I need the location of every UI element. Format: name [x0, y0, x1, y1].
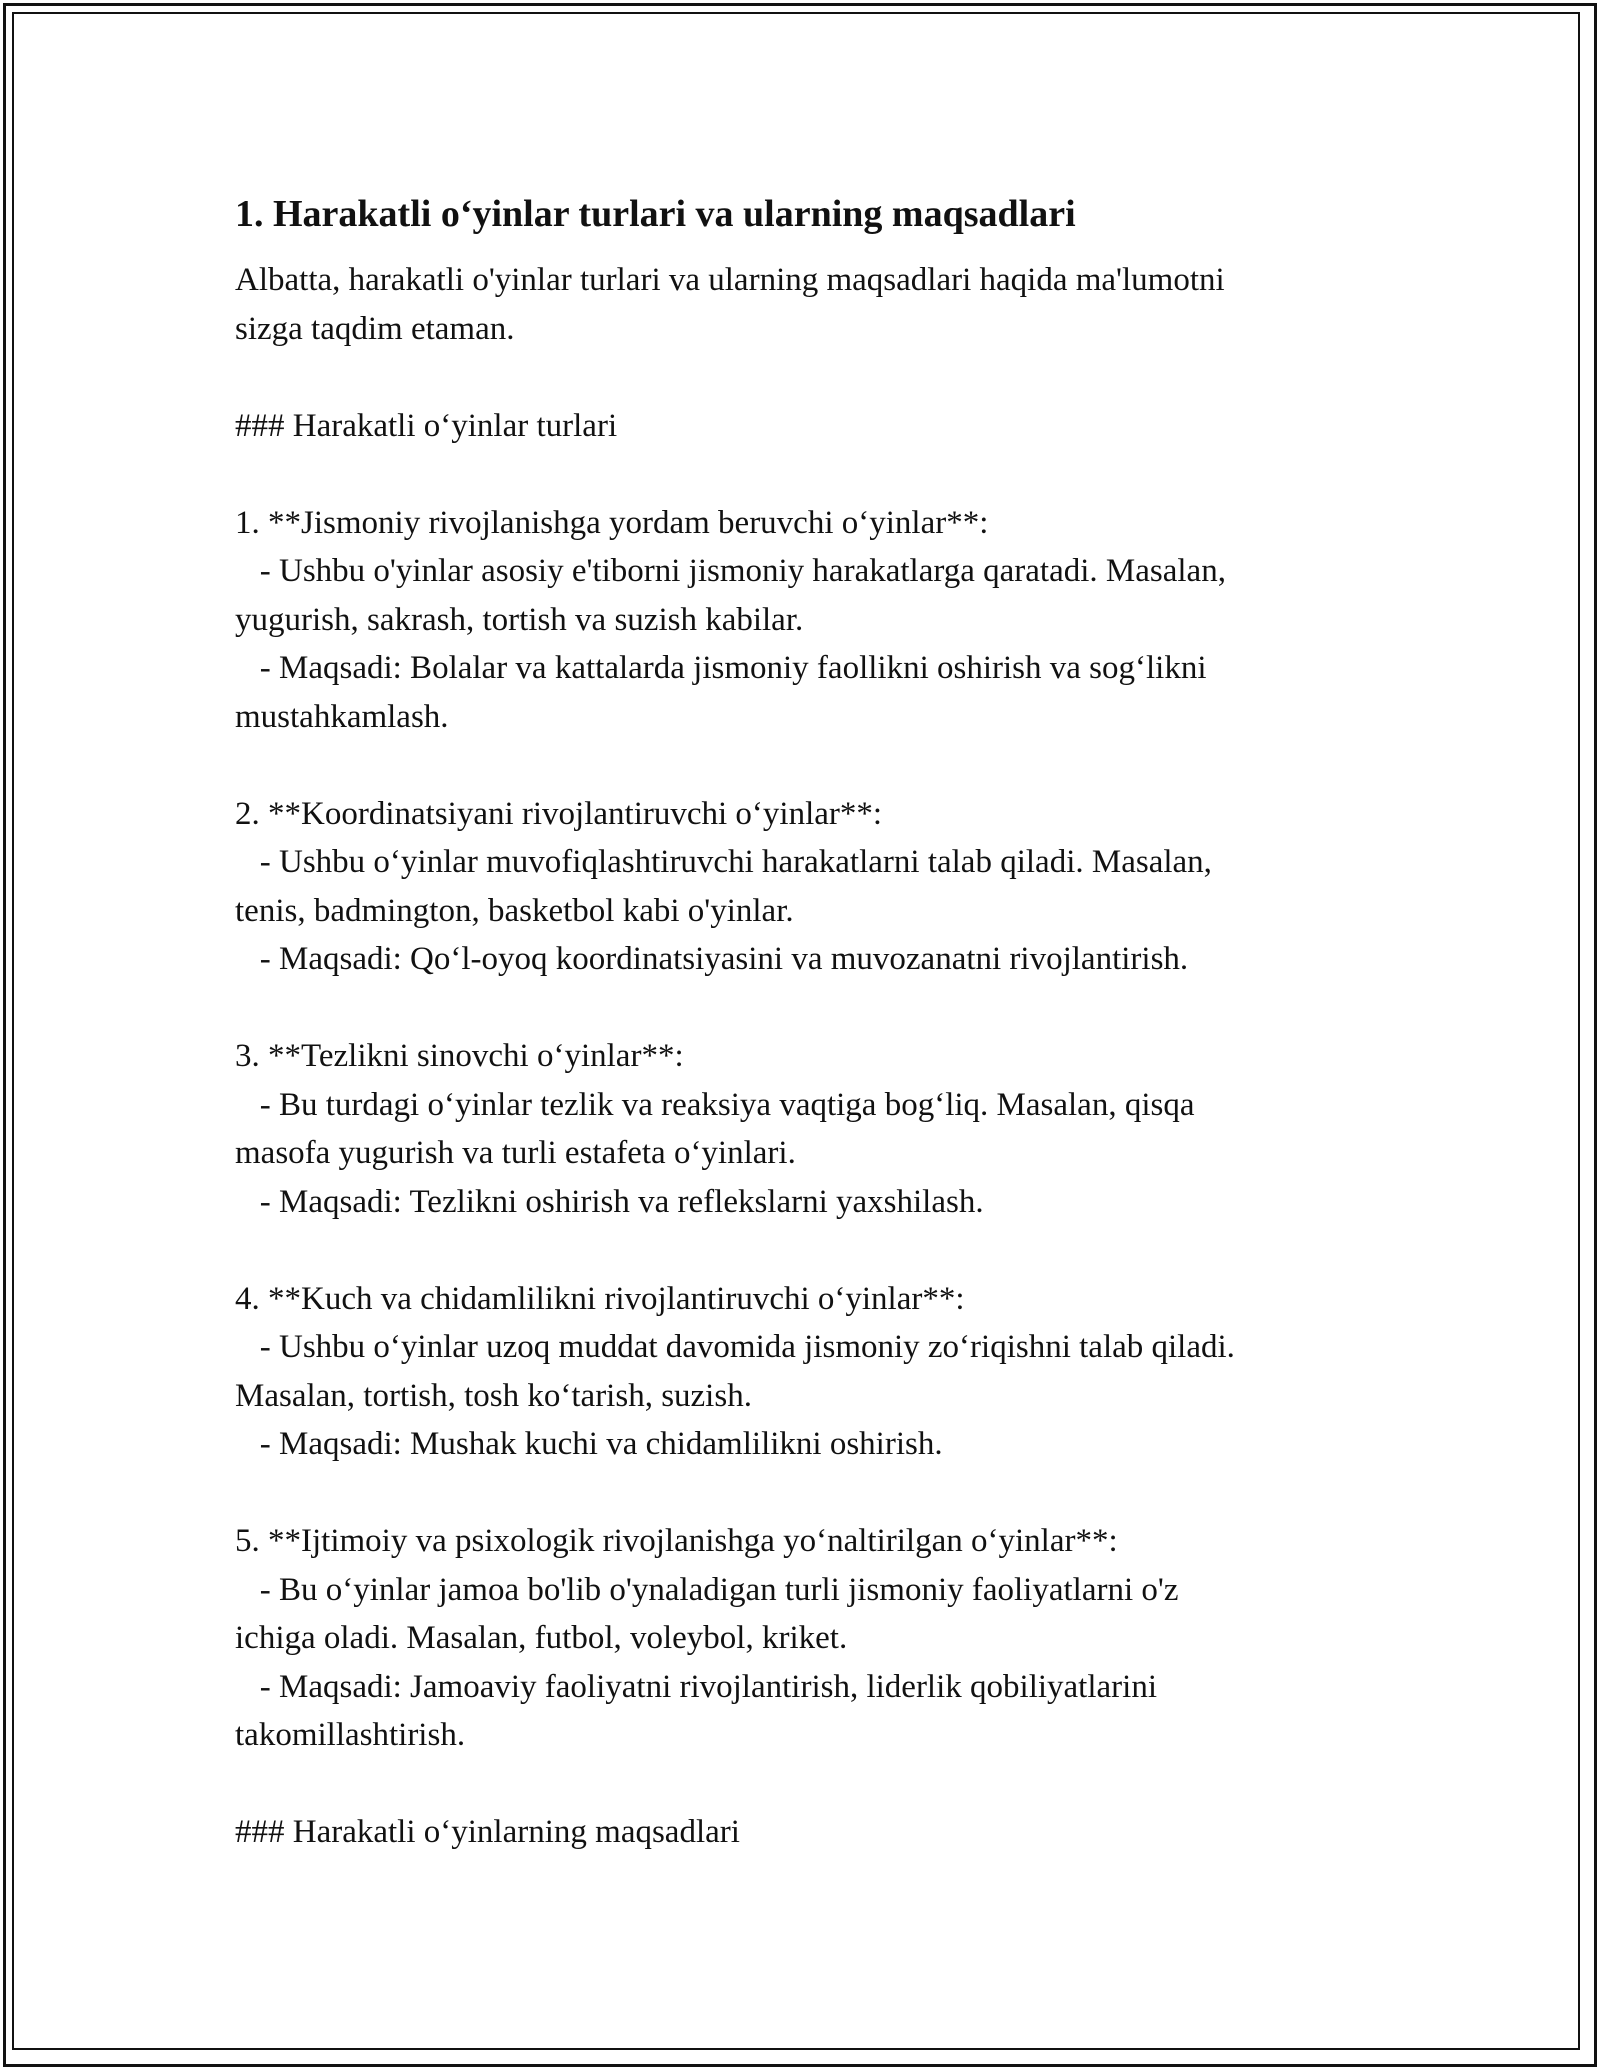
list-item-heading: 2. **Koordinatsiyani rivojlantiruvchi o‘yinlar**: — [235, 795, 883, 832]
list-item-5 — [235, 1517, 1375, 1760]
list-item-2 — [235, 790, 1375, 984]
list-item-4 — [235, 1275, 1375, 1469]
list-item-line: - Maqsadi: Mushak kuchi va chidamlilikni oshirish. — [235, 1426, 943, 1462]
list-item-line: - Bu o‘yinlar jamoa bo'lib o'ynaladigan turli jismoniy faoliyatlarni o'z — [235, 1571, 1179, 1608]
section-heading-types: ### Harakatli o‘yinlar turlari — [235, 407, 618, 444]
list-item-line: tenis, badmington, basketbol kabi o'yinlar. — [235, 892, 794, 929]
section-heading-goals: ### Harakatli o‘yinlarning maqsadlari — [235, 1814, 740, 1850]
list-item-line: - Maqsadi: Tezlikni oshirish va reflekslarni yaxshilash. — [235, 1183, 984, 1220]
list-item-heading: 3. **Tezlikni sinovchi o‘yinlar**: — [235, 1038, 684, 1074]
list-item-line: takomillashtirish. — [235, 1717, 466, 1753]
list-item-line: - Ushbu o‘yinlar uzoq muddat davomida jismoniy zo‘riqishni talab qiladi. — [235, 1329, 1235, 1365]
intro-line: Albatta, harakatli o'yinlar turlari va ularning maqsadlari haqida ma'lumotni — [235, 262, 1225, 298]
blank-line — [235, 1226, 1375, 1275]
list-item-heading: 1. **Jismoniy rivojlanishga yordam beruvchi o‘yinlar**: — [235, 504, 989, 541]
list-item-line: - Maqsadi: Bolalar va kattalarda jismoniy faollikni oshirish va sog‘likni — [235, 650, 1207, 686]
document-title: 1. Harakatli o‘yinlar turlari va ularning maqsadlari — [235, 193, 1076, 235]
list-item-line: - Maqsadi: Jamoaviy faoliyatni rivojlantirish, liderlik qobiliyatlarini — [235, 1668, 1157, 1705]
list-item-line: - Bu turdagi o‘yinlar tezlik va reaksiya vaqtiga bog‘liq. Masalan, qisqa — [235, 1086, 1195, 1123]
intro-paragraph — [235, 256, 1375, 353]
blank-line — [235, 1760, 1375, 1809]
list-item-line: Masalan, tortish, tosh ko‘tarish, suzish. — [235, 1377, 752, 1414]
list-item-line: - Maqsadi: Qo‘l-oyoq koordinatsiyasini va muvozanatni rivojlantirish. — [235, 941, 1189, 977]
blank-line — [235, 1469, 1375, 1518]
blank-line — [235, 741, 1375, 790]
list-item-line: ichiga oladi. Masalan, futbol, voleybol, kriket. — [235, 1620, 848, 1656]
list-item-line: mustahkamlash. — [235, 698, 449, 735]
blank-line — [235, 353, 1375, 402]
document-body — [235, 188, 1375, 1857]
blank-line — [235, 984, 1375, 1033]
list-item-line: - Ushbu o'yinlar asosiy e'tiborni jismoniy harakatlarga qaratadi. Masalan, — [235, 553, 1226, 589]
list-item-line: masofa yugurish va turli estafeta o‘yinlari. — [235, 1135, 796, 1171]
blank-line — [235, 450, 1375, 499]
intro-line: sizga taqdim etaman. — [235, 310, 515, 347]
list-item-1 — [235, 499, 1375, 742]
list-item-line: - Ushbu o‘yinlar muvofiqlashtiruvchi harakatlarni talab qiladi. Masalan, — [235, 844, 1212, 880]
list-item-heading: 4. **Kuch va chidamlilikni rivojlantiruvchi o‘yinlar**: — [235, 1280, 965, 1317]
list-item-heading: 5. **Ijtimoiy va psixologik rivojlanishga yo‘naltirilgan o‘yinlar**: — [235, 1523, 1118, 1559]
list-item-3 — [235, 1032, 1375, 1226]
list-item-line: yugurish, sakrash, tortish va suzish kabilar. — [235, 601, 804, 638]
